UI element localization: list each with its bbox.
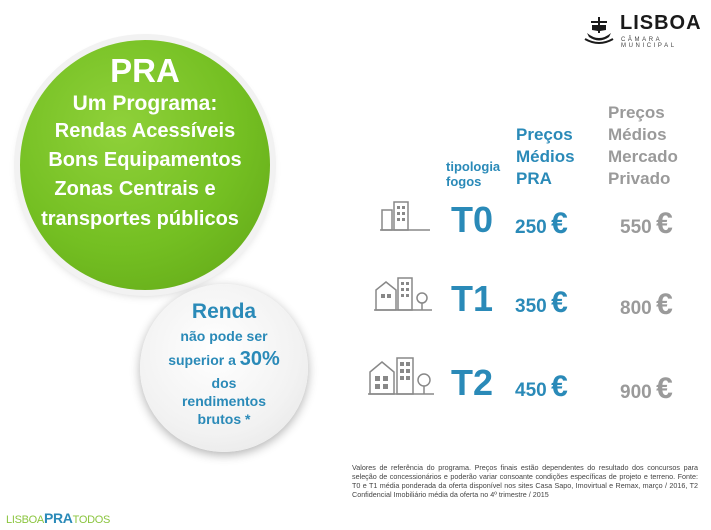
header-private-line-4: Privado	[608, 169, 671, 188]
brand-part-3: TODOS	[72, 514, 111, 526]
row-t2-private-currency: €	[656, 372, 673, 405]
renda-line-2-prefix: superior a	[168, 352, 236, 368]
header-tipologia-line-2: fogos	[446, 174, 482, 189]
row-t2-pra-value: 450	[515, 380, 547, 401]
renda-line-2	[140, 348, 308, 371]
row-t0-pra-value: 250	[515, 217, 547, 238]
row-t2-pra-currency: €	[551, 370, 568, 403]
brand-part-2: PRA	[43, 510, 73, 526]
buildings-small-icon	[380, 198, 432, 232]
renda-line-4: rendimentos	[181, 393, 266, 409]
logo-title: LISBOA	[620, 12, 702, 34]
renda-title: Renda	[191, 300, 257, 323]
header-tipologia-line-1: tipologia	[446, 159, 501, 174]
row-t0-tipologia: T0	[451, 199, 494, 240]
brand-logo	[6, 510, 110, 526]
header-private-line-1: Preços	[608, 103, 665, 122]
brand-part-1: LISBOA	[6, 514, 44, 526]
header-tipologia	[446, 159, 500, 189]
program-line-3: Bons Equipamentos	[48, 149, 242, 171]
row-t0-pra-currency: €	[551, 207, 568, 240]
row-t0-pra-price	[515, 207, 568, 241]
row-t0-private-value: 550	[620, 217, 652, 238]
lisboa-ship-logo-icon	[583, 13, 615, 45]
program-line-2: Rendas Acessíveis	[54, 120, 236, 142]
header-pra-line-3: PRA	[516, 169, 552, 188]
header-pra-prices	[516, 124, 575, 190]
renda-line-5: brutos *	[197, 411, 251, 427]
renda-line-1: não pode ser	[180, 328, 268, 344]
row-t1-pra-value: 350	[515, 296, 547, 317]
row-t1-pra-currency: €	[551, 286, 568, 319]
header-pra-line-2: Médios	[516, 147, 575, 166]
buildings-large-icon	[368, 356, 436, 396]
program-line-1: Um Programa:	[72, 92, 218, 115]
footnote: Valores de referência do programa. Preços finais estão dependentes do resultado dos concursos para seleção de concessionários e poderão variar consoante condições específicas de projeto e terreno. Fonte: T0 e T1 média ponderada da oferta disponível nos sites Casa Sapo, Imovirtual e Remax, março / 2016, T2 Confidencial Imobiliário média da oferta no 4º trimestre / 2015	[352, 463, 698, 499]
logo-subtitle: CÂMARA MUNICIPAL	[621, 37, 677, 49]
row-t2-private-value: 900	[620, 382, 652, 403]
row-t1-tipologia: T1	[451, 278, 494, 319]
row-t2-tipologia: T2	[451, 362, 494, 403]
row-t2-private-price	[620, 372, 673, 406]
row-t1-private-currency: €	[656, 288, 673, 321]
row-t0-private-currency: €	[656, 207, 673, 240]
header-private-line-2: Médios	[608, 125, 667, 144]
row-t1-private-price	[620, 288, 673, 322]
program-line-4: Zonas Centrais e	[54, 178, 216, 200]
header-private-prices	[608, 102, 678, 190]
renda-line-3: dos	[211, 375, 237, 391]
row-t0-private-price	[620, 207, 673, 241]
row-t1-private-value: 800	[620, 298, 652, 319]
row-t2-pra-price	[515, 370, 568, 404]
program-title: PRA	[110, 52, 180, 89]
buildings-medium-icon	[374, 276, 434, 312]
header-pra-line-1: Preços	[516, 125, 573, 144]
renda-percent: 30%	[239, 348, 280, 370]
header-private-line-3: Mercado	[608, 147, 678, 166]
row-t1-pra-price	[515, 286, 568, 320]
program-line-5: transportes públicos	[41, 208, 239, 230]
